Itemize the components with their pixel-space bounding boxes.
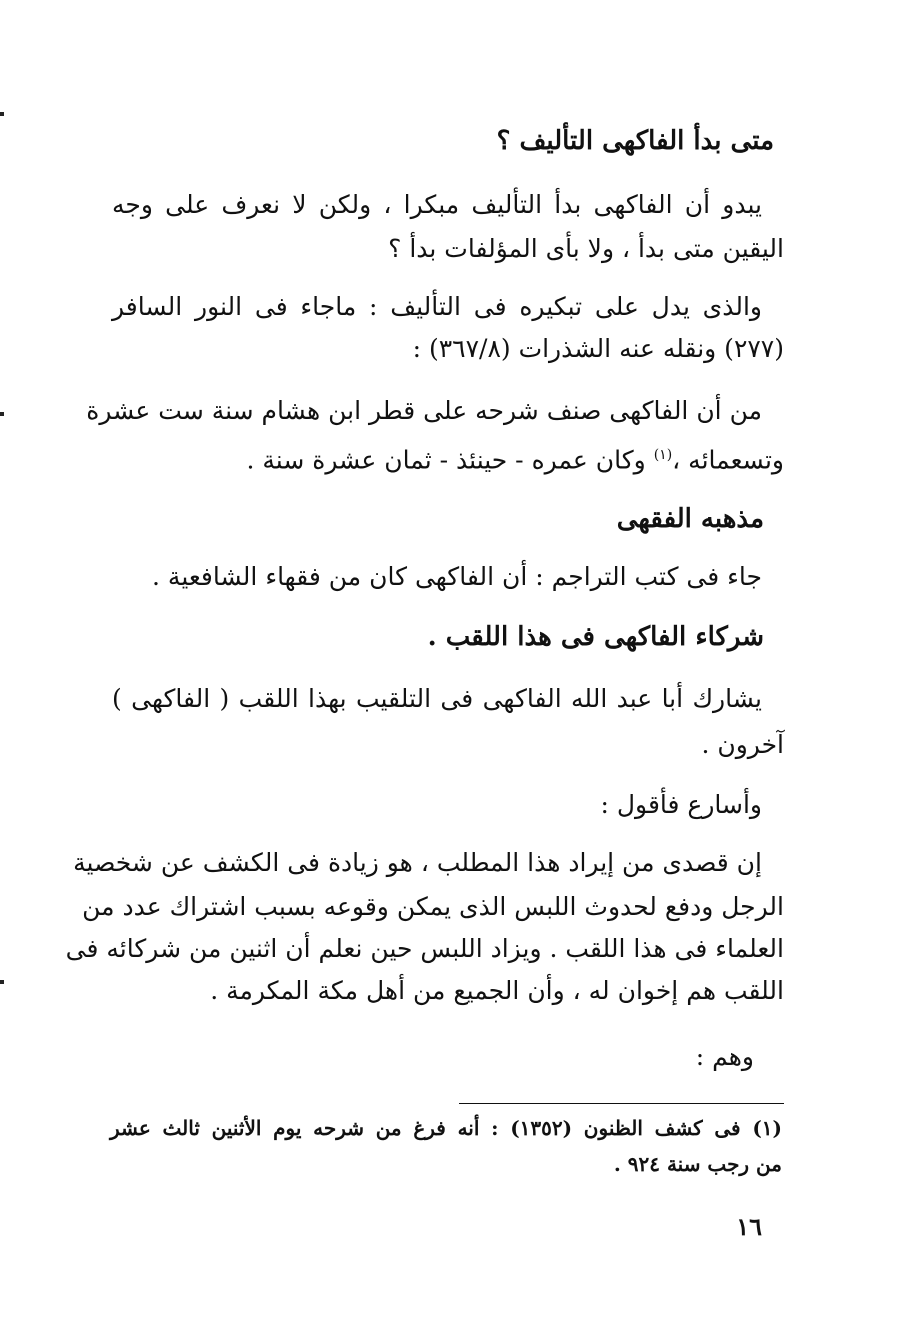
scan-mark	[0, 980, 4, 984]
footnote-reference: (١)	[653, 447, 673, 463]
section-heading-start-of-writing: متى بدأ الفاكهى التأليف ؟	[496, 126, 774, 156]
paragraph-line: جاء فى كتب التراجم : أن الفاكهى كان من فقهاء الشافعية .	[152, 562, 762, 591]
paragraph-line: وأسارع فأقول :	[600, 790, 762, 819]
paragraph-line: آخرون .	[701, 730, 784, 759]
paragraph-line: إن قصدى من إيراد هذا المطلب ، هو زيادة فى الكشف عن شخصية	[73, 848, 762, 877]
paragraph-line: والذى يدل على تبكيره فى التأليف : ماجاء فى النور السافر	[112, 292, 762, 321]
paragraph-line: الرجل ودفع لحدوث اللبس الذى يمكن وقوعه بسبب اشتراك عدد من	[82, 892, 784, 921]
paragraph-line: اليقين متى بدأ ، ولا بأى المؤلفات بدأ ؟	[388, 234, 784, 263]
quote-text: وكان عمره - حينئذ - ثمان عشرة سنة .	[246, 445, 654, 475]
paragraph-line: (٢٧٧) ونقله عنه الشذرات (٣٦٧/٨) :	[412, 334, 784, 363]
page-number: ١٦	[736, 1212, 762, 1241]
scan-mark	[0, 112, 4, 116]
footnote-divider	[459, 1103, 784, 1104]
scan-mark	[0, 412, 4, 416]
quote-line	[247, 438, 785, 477]
footnote-line: من رجب سنة ٩٢٤ .	[613, 1152, 782, 1176]
section-heading-school: مذهبه الفقهى	[616, 504, 764, 534]
paragraph-line: وهم :	[695, 1042, 754, 1071]
paragraph-line: اللقب هم إخوان له ، وأن الجميع من أهل مكة المكرمة .	[210, 976, 784, 1005]
paragraph-line: يشارك أبا عبد الله الفاكهى فى التلقيب بهذا اللقب ( الفاكهى )	[112, 684, 762, 713]
paragraph-line: يبدو أن الفاكهى بدأ التأليف مبكرا ، ولكن لا نعرف على وجه	[112, 190, 762, 219]
section-heading-namesakes: شركاء الفاكهى فى هذا اللقب .	[427, 622, 764, 652]
quote-line: من أن الفاكهى صنف شرحه على قطر ابن هشام سنة ست عشرة	[86, 396, 762, 425]
quote-text: وتسعمائه ،	[672, 445, 784, 475]
footnote-line: (١) فى كشف الظنون (١٣٥٢) : أنه فرغ من شرحه يوم الأثنين ثالث عشر	[110, 1116, 783, 1140]
paragraph-line: العلماء فى هذا اللقب . ويزاد اللبس حين نعلم أن اثنين من شركائه فى	[65, 934, 784, 963]
